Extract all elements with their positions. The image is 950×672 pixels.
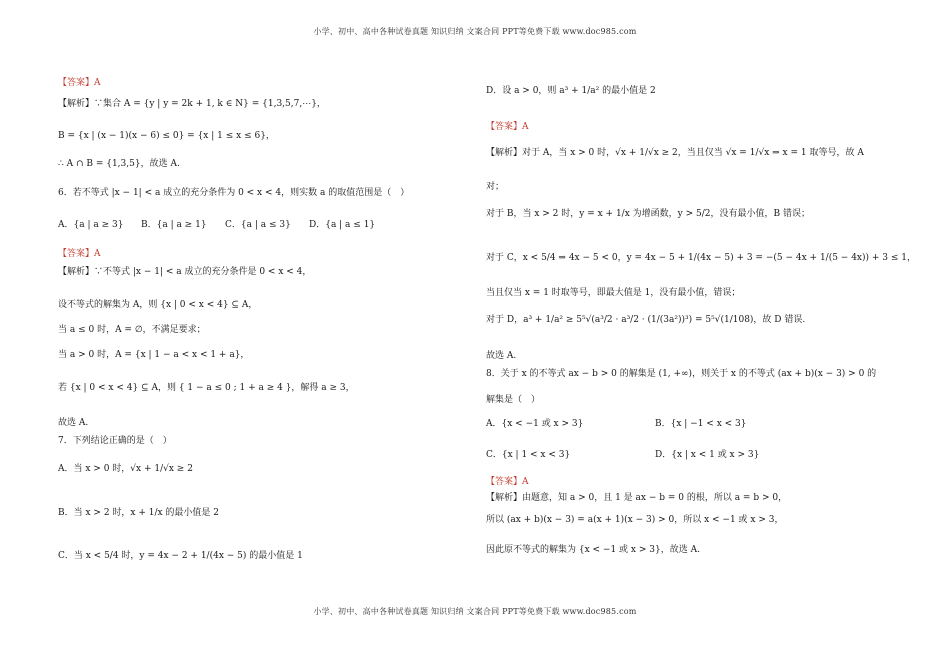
option-c: C．{a | a ≤ 3} [225, 220, 291, 230]
explanation-line: 【解析】由题意，知 a > 0，且 1 是 ax − b = 0 的根，所以 a = b > 0， [486, 493, 788, 503]
option-d: D．{x | x < 1 或 x > 3} [655, 450, 760, 460]
explanation-line: B = {x | (x − 1)(x − 6) ≤ 0} = {x | 1 ≤ x ≤ 6}， [58, 131, 275, 141]
option-b: B．当 x > 2 时，x + 1/x 的最小值是 2 [58, 508, 220, 518]
explanation-line: 因此原不等式的解集为 {x < −1 或 x > 3}，故选 A. [486, 545, 700, 555]
page-footer: 小学、初中、高中各种试卷真题 知识归纳 文案合同 PPT等免费下载 www.doc985.com [313, 607, 637, 616]
option-c: C．当 x < 5/4 时，y = 4x − 2 + 1/(4x − 5) 的最小值是 1 [58, 551, 303, 561]
answer-label: 【答案】A [58, 249, 101, 259]
explanation-line: 【解析】∵集合 A = {y | y = 2k + 1, k ∈ N} = {1,3,5,7,⋯}， [58, 99, 326, 109]
answer-label: 【答案】A [486, 122, 529, 132]
question-7: 7．下列结论正确的是（ ） [58, 436, 172, 446]
explanation-line: 故选 A. [486, 351, 517, 361]
page-header: 小学、初中、高中各种试卷真题 知识归纳 文案合同 PPT等免费下载 www.doc985.com [313, 27, 637, 36]
option-a: A．{x < −1 或 x > 3} [486, 419, 584, 429]
explanation-line: ∴ A ∩ B = {1,3,5}，故选 A. [58, 159, 180, 169]
explanation-line: 【解析】对于 A，当 x > 0 时，√x + 1/√x ≥ 2，当且仅当 √x = 1/√x ⇒ x = 1 取等号，故 A [486, 148, 864, 158]
option-d: D．设 a > 0，则 a³ + 1/a² 的最小值是 2 [486, 86, 656, 96]
explanation-line: 当 a > 0 时，A = {x | 1 − a < x < 1 + a}， [58, 350, 250, 360]
explanation-line: 对于 D，a³ + 1/a² ≥ 5⁵√(a³/2 · a³/2 · (1/(3a²))³) = 5⁵√(1/108)，故 D 错误. [486, 315, 806, 325]
option-b: B．{a | a ≥ 1} [141, 220, 207, 230]
explanation-line: 若 {x | 0 < x < 4} ⊆ A，则 { 1 − a ≤ 0 ; 1 + a ≥ 4 }，解得 a ≥ 3， [58, 383, 355, 393]
explanation-line: 对于 B，当 x > 2 时，y = x + 1/x 为增函数，y > 5/2，没有最小值，B 错误； [486, 209, 810, 219]
explanation-line: 【解析】∵不等式 |x − 1| < a 成立的充分条件是 0 < x < 4， [58, 267, 312, 277]
explanation-line: 所以 (ax + b)(x − 3) = a(x + 1)(x − 3) > 0，所以 x < −1 或 x > 3， [486, 515, 784, 525]
explanation-line: 当 a ≤ 0 时，A = ∅，不满足要求； [58, 325, 206, 335]
explanation-line: 设不等式的解集为 A，则 {x | 0 < x < 4} ⊆ A， [58, 300, 258, 310]
explanation-line: 对； [486, 182, 505, 192]
question-8: 8．关于 x 的不等式 ax − b > 0 的解集是 (1, +∞)，则关于 x 的不等式 (ax + b)(x − 3) > 0 的 [486, 369, 877, 379]
question-8-continued: 解集是（ ） [486, 395, 541, 405]
option-a: A．当 x > 0 时，√x + 1/√x ≥ 2 [58, 464, 193, 474]
option-b: B．{x | −1 < x < 3} [655, 419, 747, 429]
option-c: C．{x | 1 < x < 3} [486, 450, 571, 460]
question-6: 6．若不等式 |x − 1| < a 成立的充分条件为 0 < x < 4，则实数 a 的取值范围是（ ） [58, 188, 410, 198]
answer-label: 【答案】A [58, 78, 101, 88]
explanation-line: 当且仅当 x = 1 时取等号，即最大值是 1，没有最小值，错误； [486, 288, 741, 298]
explanation-line: 对于 C，x < 5/4 ⇒ 4x − 5 < 0，y = 4x − 5 + 1/(4x − 5) + 3 = −(5 − 4x + 1/(5 − 4x)) + 3 ≤ 1， [486, 253, 917, 263]
option-a: A．{a | a ≥ 3} [58, 220, 124, 230]
explanation-line: 故选 A. [58, 418, 89, 428]
option-d: D．{a | a ≤ 1} [309, 220, 376, 230]
answer-label: 【答案】A [486, 477, 529, 487]
